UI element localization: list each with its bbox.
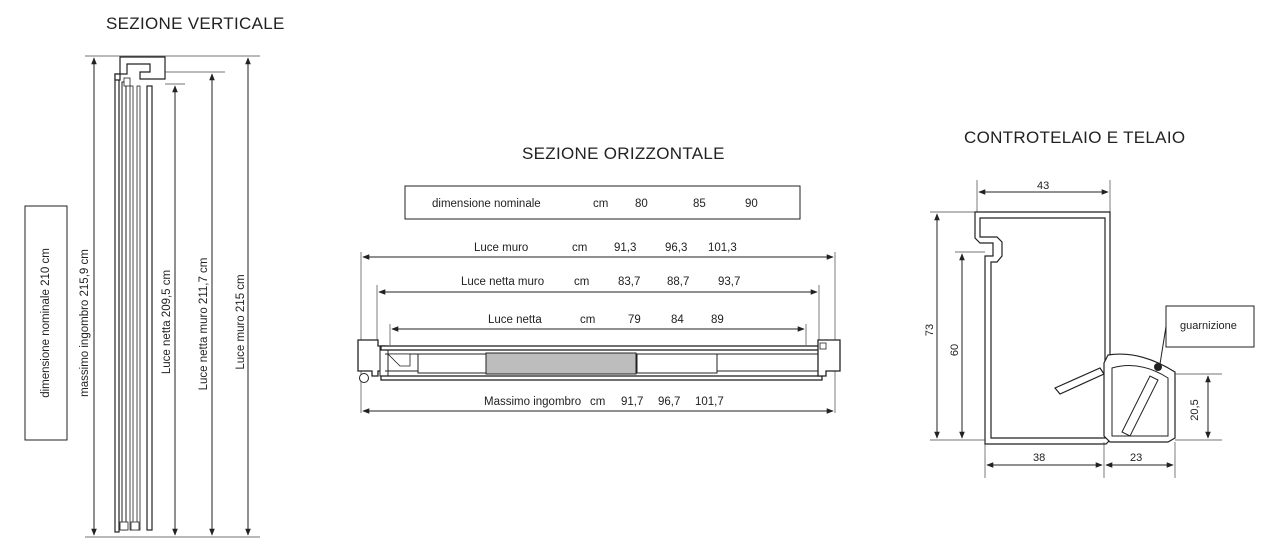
row-luce-netta-muro-v2: 88,7 — [667, 276, 690, 288]
door-panel-fill — [486, 353, 636, 374]
max-ingombro-label: massimo ingombro 215,9 cm — [79, 249, 91, 397]
row-luce-muro-v3: 101,3 — [708, 242, 737, 254]
row-massimo-ingombro-unit: cm — [590, 396, 606, 408]
row-luce-netta-muro-v3: 93,7 — [718, 276, 741, 288]
luce-netta-vertical-label: Luce netta 209,5 cm — [161, 269, 173, 375]
row-massimo-ingombro-v1: 91,7 — [621, 396, 644, 408]
luce-netta-muro-vertical-label: Luce netta muro 211,7 cm — [198, 257, 210, 391]
horizontal-section — [358, 144, 840, 413]
dimension-43-label: 43 — [1037, 180, 1050, 192]
guarnizione-label: guarnizione — [1180, 320, 1237, 332]
vertical-section — [25, 14, 285, 537]
horizontal-section-title: SEZIONE ORIZZONTALE — [522, 144, 725, 163]
row-luce-netta-v3: 89 — [711, 314, 724, 326]
vertical-section-title: SEZIONE VERTICALE — [106, 14, 285, 33]
row-luce-netta-muro-v1: 83,7 — [618, 276, 641, 288]
row-luce-netta-label: Luce netta — [488, 314, 542, 326]
row-massimo-ingombro-v3: 101,7 — [695, 396, 724, 408]
row-luce-muro-v1: 91,3 — [614, 242, 637, 254]
dimension-23-label: 23 — [1130, 452, 1143, 464]
row-luce-netta-v1: 79 — [628, 314, 641, 326]
row-massimo-ingombro-v2: 96,7 — [658, 396, 681, 408]
dimension-38-label: 38 — [1033, 452, 1046, 464]
row-luce-netta-muro-label: Luce netta muro — [461, 276, 545, 288]
row-luce-muro-v2: 96,3 — [665, 242, 688, 254]
horizontal-door-profile — [358, 340, 840, 383]
header-value-3: 90 — [745, 198, 758, 210]
row-luce-muro-label: Luce muro — [474, 242, 529, 254]
row-luce-netta-unit: cm — [580, 314, 596, 326]
row-luce-netta-muro-unit: cm — [574, 276, 590, 288]
header-value-2: 85 — [693, 198, 706, 210]
dimension-20-5-label: 20,5 — [1189, 399, 1201, 421]
frame-profile-title: CONTROTELAIO E TELAIO — [964, 128, 1186, 147]
luce-muro-vertical-label: Luce muro 215 cm — [235, 274, 247, 370]
nominal-dimension-label: dimensione nominale 210 cm — [40, 248, 52, 398]
row-luce-netta-v2: 84 — [671, 314, 684, 326]
header-label: dimensione nominale — [432, 198, 541, 210]
header-unit: cm — [593, 198, 609, 210]
guarnizione-dot — [1154, 363, 1162, 371]
frame-profile-section — [924, 128, 1254, 478]
dimension-60-label: 60 — [949, 343, 961, 357]
row-massimo-ingombro-label: Massimo ingombro — [484, 396, 582, 408]
vertical-door-profile — [115, 57, 165, 532]
dimension-73-label: 73 — [924, 323, 936, 337]
header-value-1: 80 — [635, 198, 648, 210]
row-luce-muro-unit: cm — [572, 242, 588, 254]
